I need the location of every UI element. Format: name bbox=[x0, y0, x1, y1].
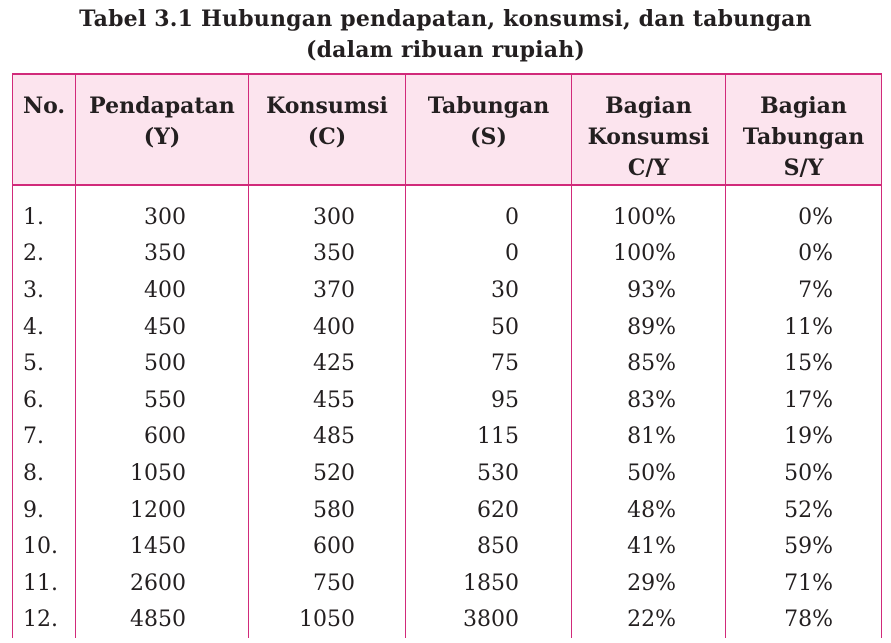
row-number: 10. bbox=[13, 528, 76, 565]
income-consumption-savings-table bbox=[12, 73, 882, 638]
header-bagian-konsumsi bbox=[572, 74, 726, 185]
bagian-konsumsi-cell: 89% bbox=[572, 309, 726, 346]
bagian-konsumsi-cell: 100% bbox=[572, 236, 726, 273]
header-tabungan bbox=[406, 74, 572, 185]
table-row bbox=[13, 272, 882, 309]
table-header-row bbox=[13, 74, 882, 185]
bagian-tabungan-cell: 15% bbox=[726, 345, 882, 382]
konsumsi-cell: 300 bbox=[249, 199, 406, 236]
konsumsi-cell: 370 bbox=[249, 272, 406, 309]
bagian-tabungan-cell: 17% bbox=[726, 382, 882, 419]
konsumsi-cell: 455 bbox=[249, 382, 406, 419]
table-row bbox=[13, 419, 882, 456]
tabungan-cell: 3800 bbox=[406, 602, 572, 639]
row-number: 12. bbox=[13, 602, 76, 639]
header-line: Pendapatan bbox=[89, 93, 235, 119]
bagian-tabungan-cell: 0% bbox=[726, 199, 882, 236]
row-number: 7. bbox=[13, 419, 76, 456]
bagian-konsumsi-cell: 48% bbox=[572, 492, 726, 529]
header-line: C/Y bbox=[627, 155, 670, 181]
row-number: 8. bbox=[13, 455, 76, 492]
bagian-tabungan-cell: 50% bbox=[726, 455, 882, 492]
header-line: Bagian bbox=[605, 93, 692, 119]
konsumsi-cell: 425 bbox=[249, 345, 406, 382]
pendapatan-cell: 2600 bbox=[76, 565, 249, 602]
header-no-line: No. bbox=[23, 93, 66, 119]
tabungan-cell: 850 bbox=[406, 528, 572, 565]
row-number: 9. bbox=[13, 492, 76, 529]
bagian-konsumsi-cell: 85% bbox=[572, 345, 726, 382]
konsumsi-cell: 1050 bbox=[249, 602, 406, 639]
bagian-konsumsi-cell: 22% bbox=[572, 602, 726, 639]
bagian-tabungan-cell: 0% bbox=[726, 236, 882, 273]
bagian-konsumsi-cell: 29% bbox=[572, 565, 726, 602]
konsumsi-cell: 350 bbox=[249, 236, 406, 273]
bagian-konsumsi-cell: 81% bbox=[572, 419, 726, 456]
header-no bbox=[13, 74, 76, 185]
pendapatan-cell: 450 bbox=[76, 309, 249, 346]
tabungan-cell: 50 bbox=[406, 309, 572, 346]
konsumsi-cell: 400 bbox=[249, 309, 406, 346]
table-row bbox=[13, 455, 882, 492]
table-row bbox=[13, 565, 882, 602]
tabungan-cell: 75 bbox=[406, 345, 572, 382]
konsumsi-cell: 600 bbox=[249, 528, 406, 565]
table-spacer-row bbox=[13, 185, 882, 199]
tabungan-cell: 620 bbox=[406, 492, 572, 529]
pendapatan-cell: 600 bbox=[76, 419, 249, 456]
bagian-tabungan-cell: 11% bbox=[726, 309, 882, 346]
table-row bbox=[13, 528, 882, 565]
bagian-tabungan-cell: 71% bbox=[726, 565, 882, 602]
pendapatan-cell: 300 bbox=[76, 199, 249, 236]
konsumsi-cell: 750 bbox=[249, 565, 406, 602]
tabungan-cell: 1850 bbox=[406, 565, 572, 602]
tabungan-cell: 530 bbox=[406, 455, 572, 492]
row-number: 11. bbox=[13, 565, 76, 602]
pendapatan-cell: 1450 bbox=[76, 528, 249, 565]
bagian-konsumsi-cell: 100% bbox=[572, 199, 726, 236]
header-line: (C) bbox=[307, 124, 347, 150]
pendapatan-cell: 350 bbox=[76, 236, 249, 273]
pendapatan-cell: 4850 bbox=[76, 602, 249, 639]
header-line: Konsumsi bbox=[266, 93, 388, 119]
row-number: 5. bbox=[13, 345, 76, 382]
header-pendapatan bbox=[76, 74, 249, 185]
row-number: 1. bbox=[13, 199, 76, 236]
table-row bbox=[13, 602, 882, 639]
table-body bbox=[13, 185, 882, 638]
tabungan-cell: 0 bbox=[406, 236, 572, 273]
pendapatan-cell: 550 bbox=[76, 382, 249, 419]
table-row bbox=[13, 382, 882, 419]
bagian-tabungan-cell: 78% bbox=[726, 602, 882, 639]
konsumsi-cell: 580 bbox=[249, 492, 406, 529]
bagian-konsumsi-cell: 41% bbox=[572, 528, 726, 565]
tabungan-cell: 115 bbox=[406, 419, 572, 456]
table-row bbox=[13, 492, 882, 529]
bagian-tabungan-cell: 52% bbox=[726, 492, 882, 529]
table-row bbox=[13, 199, 882, 236]
header-line: Konsumsi bbox=[587, 124, 710, 150]
header-line: Tabungan bbox=[427, 93, 550, 119]
header-line: Bagian bbox=[760, 93, 847, 119]
konsumsi-cell: 520 bbox=[249, 455, 406, 492]
row-number: 3. bbox=[13, 272, 76, 309]
bagian-tabungan-cell: 19% bbox=[726, 419, 882, 456]
row-number: 2. bbox=[13, 236, 76, 273]
pendapatan-cell: 400 bbox=[76, 272, 249, 309]
header-line: Tabungan bbox=[742, 124, 865, 150]
konsumsi-cell: 485 bbox=[249, 419, 406, 456]
pendapatan-cell: 500 bbox=[76, 345, 249, 382]
row-number: 4. bbox=[13, 309, 76, 346]
table-caption-title: Tabel 3.1 Hubungan pendapatan, konsumsi, dan tabungan bbox=[79, 6, 812, 32]
bagian-tabungan-cell: 7% bbox=[726, 272, 882, 309]
table-row bbox=[13, 309, 882, 346]
bagian-tabungan-cell: 59% bbox=[726, 528, 882, 565]
tabungan-cell: 30 bbox=[406, 272, 572, 309]
table-row bbox=[13, 345, 882, 382]
bagian-konsumsi-cell: 83% bbox=[572, 382, 726, 419]
tabungan-cell: 0 bbox=[406, 199, 572, 236]
row-number: 6. bbox=[13, 382, 76, 419]
tabungan-cell: 95 bbox=[406, 382, 572, 419]
table-row bbox=[13, 236, 882, 273]
header-line: S/Y bbox=[783, 155, 824, 181]
header-line: (Y) bbox=[143, 124, 181, 150]
bagian-konsumsi-cell: 93% bbox=[572, 272, 726, 309]
bagian-konsumsi-cell: 50% bbox=[572, 455, 726, 492]
header-konsumsi bbox=[249, 74, 406, 185]
pendapatan-cell: 1200 bbox=[76, 492, 249, 529]
header-line: (S) bbox=[470, 124, 507, 150]
header-bagian-tabungan bbox=[726, 74, 882, 185]
pendapatan-cell: 1050 bbox=[76, 455, 249, 492]
table-caption-subtitle: (dalam ribuan rupiah) bbox=[305, 37, 586, 63]
